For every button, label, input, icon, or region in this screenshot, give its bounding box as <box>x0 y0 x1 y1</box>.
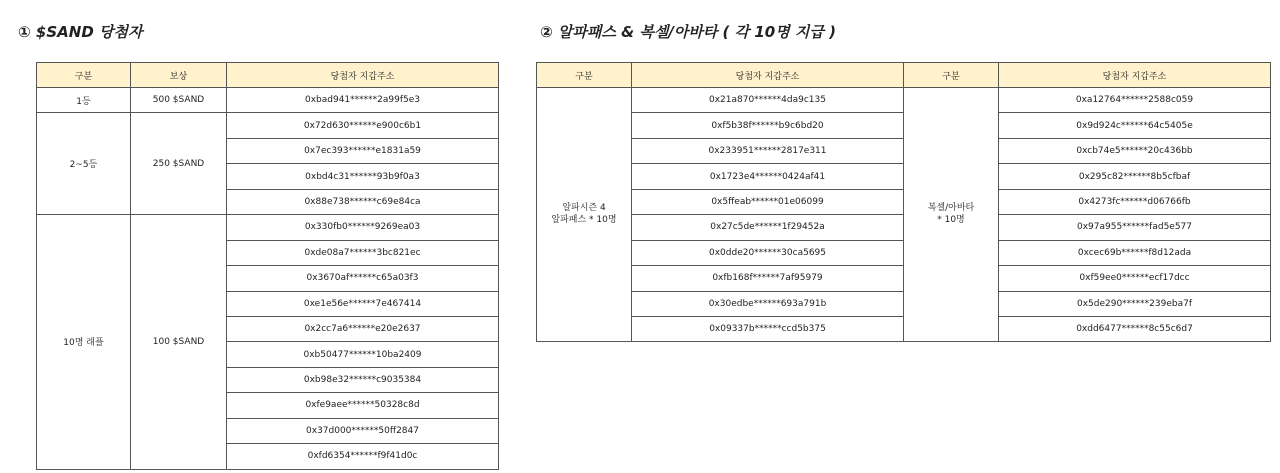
wallet-address-cell: 0x4273fc******d06766fb <box>999 189 1271 214</box>
wallet-address-cell: 0xb98e32******c9035384 <box>227 367 499 392</box>
category-cell: 2~5등 <box>37 113 131 215</box>
wallet-address-cell: 0xb50477******10ba2409 <box>227 342 499 367</box>
section1-title: ① $SAND 당첨자 <box>18 23 143 41</box>
table-header-row <box>537 63 1271 88</box>
wallet-address-cell: 0x7ec393******e1831a59 <box>227 138 499 163</box>
wallet-address-cell: 0x21a870******4da9c135 <box>632 88 904 113</box>
alpha-voxel-winners-table <box>536 62 1271 342</box>
wallet-address-cell: 0xe1e56e******7e467414 <box>227 291 499 316</box>
header-wallet-address: 당첨자 지갑주소 <box>227 63 499 88</box>
header-category: 구분 <box>537 63 632 88</box>
wallet-address-cell: 0xcb74e5******20c436bb <box>999 138 1271 163</box>
wallet-address-cell: 0x1723e4******0424af41 <box>632 164 904 189</box>
alpha-pass-category-cell: 알파시즌 4 알파패스 * 10명 <box>537 88 632 342</box>
wallet-address-cell: 0x88e738******c69e84ca <box>227 189 499 214</box>
wallet-address-cell: 0x5de290******239eba7f <box>999 291 1271 316</box>
category-cell: 1등 <box>37 88 131 113</box>
wallet-address-cell: 0x27c5de******1f29452a <box>632 215 904 240</box>
table-row <box>37 113 499 138</box>
reward-cell: 250 $SAND <box>131 113 227 215</box>
table-header-row <box>37 63 499 88</box>
wallet-address-cell: 0xbd4c31******93b9f0a3 <box>227 164 499 189</box>
reward-cell: 500 $SAND <box>131 88 227 113</box>
wallet-address-cell: 0xcec69b******f8d12ada <box>999 240 1271 265</box>
sand-winners-table <box>36 62 499 470</box>
header-reward: 보상 <box>131 63 227 88</box>
reward-cell: 100 $SAND <box>131 215 227 469</box>
wallet-address-cell: 0xdd6477******8c55c6d7 <box>999 316 1271 341</box>
category-cell: 10명 래플 <box>37 215 131 469</box>
wallet-address-cell: 0x72d630******e900c6b1 <box>227 113 499 138</box>
wallet-address-cell: 0x30edbe******693a791b <box>632 291 904 316</box>
header-category: 구분 <box>37 63 131 88</box>
wallet-address-cell: 0x233951******2817e311 <box>632 138 904 163</box>
table-row <box>37 88 499 113</box>
header-wallet-address: 당첨자 지갑주소 <box>999 63 1271 88</box>
table-row <box>537 88 1271 113</box>
wallet-address-cell: 0x97a955******fad5e577 <box>999 215 1271 240</box>
wallet-address-cell: 0xde08a7******3bc821ec <box>227 240 499 265</box>
wallet-address-cell: 0x3670af******c65a03f3 <box>227 266 499 291</box>
wallet-address-cell: 0x09337b******ccd5b375 <box>632 316 904 341</box>
wallet-address-cell: 0x2cc7a6******e20e2637 <box>227 316 499 341</box>
wallet-address-cell: 0x295c82******8b5cfbaf <box>999 164 1271 189</box>
wallet-address-cell: 0x9d924c******64c5405e <box>999 113 1271 138</box>
wallet-address-cell: 0xfb168f******7af95979 <box>632 266 904 291</box>
wallet-address-cell: 0xfe9aee******50328c8d <box>227 393 499 418</box>
wallet-address-cell: 0x37d000******50ff2847 <box>227 418 499 443</box>
header-wallet-address: 당첨자 지갑주소 <box>632 63 904 88</box>
wallet-address-cell: 0x330fb0******9269ea03 <box>227 215 499 240</box>
header-category: 구분 <box>904 63 999 88</box>
wallet-address-cell: 0x5ffeab******01e06099 <box>632 189 904 214</box>
wallet-address-cell: 0xfd6354******f9f41d0c <box>227 444 499 469</box>
wallet-address-cell: 0xbad941******2a99f5e3 <box>227 88 499 113</box>
section2-title: ② 알파패스 & 복셀/아바타 ( 각 10명 지급 ) <box>540 23 836 41</box>
wallet-address-cell: 0xa12764******2588c059 <box>999 88 1271 113</box>
wallet-address-cell: 0xf59ee0******ecf17dcc <box>999 266 1271 291</box>
wallet-address-cell: 0x0dde20******30ca5695 <box>632 240 904 265</box>
voxel-avatar-category-cell: 복셀/아바타 * 10명 <box>904 88 999 342</box>
table-row <box>37 215 499 240</box>
wallet-address-cell: 0xf5b38f******b9c6bd20 <box>632 113 904 138</box>
